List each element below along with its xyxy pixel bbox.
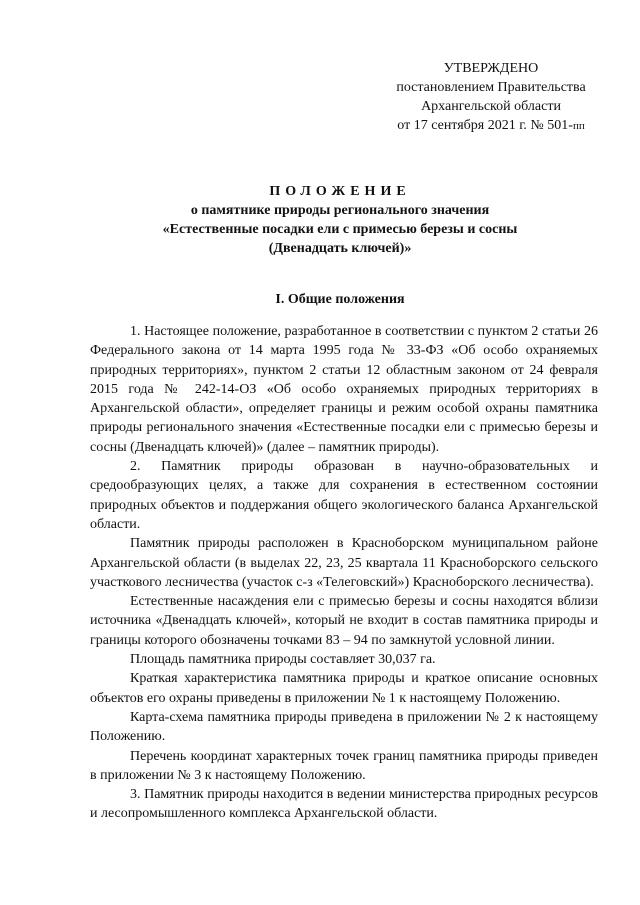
paragraph: 1. Настоящее положение, разработанное в соответствии с пунктом 2 статьи 26 Федерального закона от 14 марта 1995 года № 33-ФЗ «Об особо охраняемых природных территориях», пунктом 2 статьи 12 областным законом от 24 февраля 2015 года № 242-14-ОЗ «Об особо охраняемых природных территориях в Архангельской области», определяет границы и режим особой охраны памятника природы регионального значения «Естественные посадки ели с примесью березы и сосны (Двенадцать ключей)» (далее – памятник природы). (90, 324, 598, 455)
title-main: ПОЛОЖЕНИЕ (269, 184, 411, 199)
paragraph: Площадь памятника природы составляет 30,037 га. (130, 652, 436, 668)
approval-heading: УТВЕРЖДЕНО (443, 61, 539, 76)
paragraph: Карта-схема памятника природы приведена в приложении № 2 к настоящему Положению. (90, 709, 598, 745)
approval-suffix: пп (572, 120, 585, 132)
paragraph: Перечень координат характерных точек границ памятника природы приведен в приложении № 3 к настоящему Положению. (90, 748, 598, 783)
approval-stamp (382, 59, 600, 136)
title-line-2: «Естественные посадки ели с примесью березы и сосны (162, 222, 518, 237)
approval-line-1: постановлением Правительства (396, 80, 586, 95)
paragraph: Краткая характеристика памятника природы и краткое описание основных объектов его охраны приведены в приложении № 1 к настоящему Положению. (90, 671, 598, 706)
document-title (90, 182, 590, 258)
body-text (90, 322, 598, 824)
paragraph: 3. Памятник природы находится в ведении министерства природных ресурсов и лесопромышленного комплекса Архангельской области. (90, 787, 598, 822)
approval-line-3 (382, 116, 600, 136)
section-heading: I. Общие положения (275, 292, 405, 307)
paragraph: Естественные насаждения ели с примесью березы и сосны находятся вблизи источника «Двенадцать ключей», который не входит в состав памятника природы и границы которого обозначены точками 83 – 94 по замкнутой условной линии. (90, 594, 598, 648)
approval-date-number: от 17 сентября 2021 г. № 501- (397, 118, 573, 133)
paragraph: 2. Памятник природы образован в научно-образовательных и средообразующих целях, а также для сохранения в естественном состоянии природных объектов и поддержания общего экологического баланса Архангельской области. (90, 459, 598, 532)
title-line-1: о памятнике природы регионального значения (190, 203, 490, 218)
approval-line-2: Архангельской области (421, 99, 561, 114)
paragraph: Памятник природы расположен в Красноборском муниципальном районе Архангельской области (в выделах 22, 23, 25 квартала 11 Красноборского сельского участкового лесничества (участок с-з «Телеговский») Красноборского лесничества). (90, 536, 598, 590)
title-line-3: (Двенадцать ключей)» (268, 241, 412, 256)
